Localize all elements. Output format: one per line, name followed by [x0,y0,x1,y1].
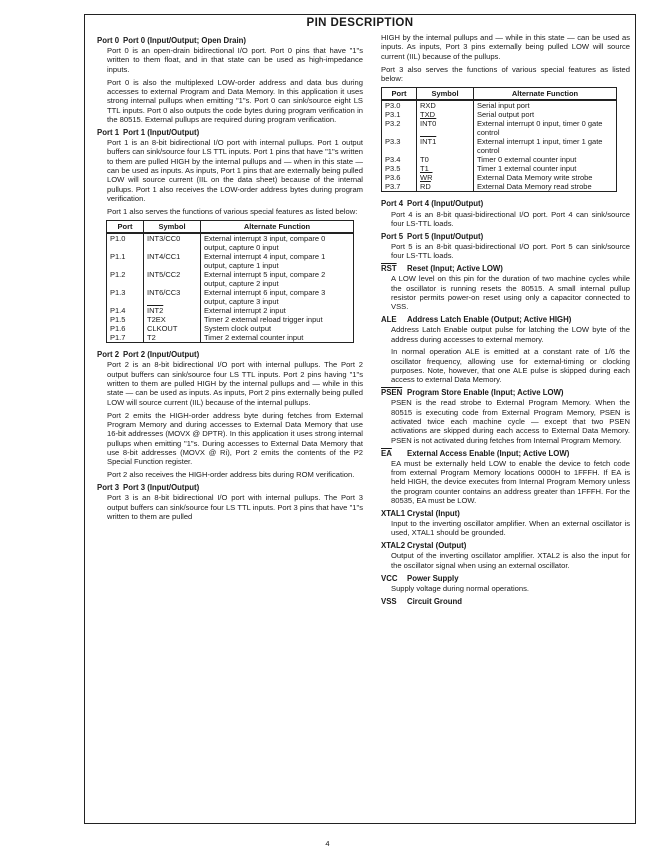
table-header: Alternate Function [474,88,617,101]
table-row: P3.2 INT0 External interrupt 0 input, timer 0 gate control [382,119,617,137]
table-row: P3.0 RXD Serial input port [382,100,617,110]
section-heading: Port 1 Port 1 (Input/Output) [97,127,200,137]
section-port1 [97,128,363,216]
section-port3 [97,483,363,521]
section-ale [381,315,630,385]
paragraph: Output of the inverting oscillator amplifier. XTAL2 is also the input for the oscillator signal when using an external oscillator. [391,551,630,570]
paragraph: Port 2 also receives the HIGH-order address bits during ROM verification. [107,470,355,480]
port3-function-table [381,87,617,192]
port1-function-table [106,220,354,343]
table-row: P1.6 CLKOUT System clock output [107,324,354,333]
paragraph: Input to the inverting oscillator amplifier. When an external oscillator is used, XTAL1 should be grounded. [391,519,630,538]
section-vcc [381,574,630,593]
section-vss [381,597,630,607]
table-header: Symbol [144,221,201,234]
section-xtal1 [381,509,630,538]
section-heading: Port 4 Port 4 (Input/Output) [381,199,484,209]
page-number: 4 [325,839,330,848]
table-row: P3.5 T1 Timer 1 external counter input [382,164,617,173]
table-row: P3.3 INT1 External interrupt 1 input, timer 1 gate control [382,137,617,155]
paragraph: Port 2 emits the HIGH-order address byte during fetches from External Program Memory and during accesses to External Data Memory that use 16-bit addresses (MOVX @ DPTR). In this application it uses strong internal pullups when emitting "1"s. During accesses to External Data Memory that use 8-bit addresses (MOVX @ Ri), Port 2 emits the contents of the P2 Special Function register. [107,410,363,467]
table-row: P1.4 INT2 External interrupt 2 input [107,306,354,315]
section-heading: Port 2 Port 2 (Input/Output) [97,350,200,360]
table-row: P1.1 INT4/CC1 External interrupt 4 input, compare 1 output, capture 1 input [107,252,354,270]
section-heading: VSS Circuit Ground [381,596,463,606]
table-row: P3.1 TXD Serial output port [382,110,617,119]
section-rst [381,264,630,311]
section-heading: XTAL2 Crystal (Output) [381,541,467,551]
section-heading: RST Reset (Input; Active LOW) [381,264,503,274]
paragraph: Port 5 is an 8-bit quasi-bidirectional I/O port. Port 5 can sink/source four LS-TTL loads. [391,241,630,261]
section-heading: PSEN Program Store Enable (Input; Active LOW) [381,388,564,398]
section-heading: Port 0 Port 0 (Input/Output; Open Drain) [97,36,247,45]
table-row: P3.7 $\overline{RD}$ External Data Memory read strobe [382,182,617,192]
section-heading: XTAL1 Crystal (Input) [381,508,460,518]
section-port2 [97,350,363,479]
section-heading: EA External Access Enable (Input; Active LOW) [381,448,570,458]
paragraph: PSEN is the read strobe to External Program Memory. When the 80515 is executing code from External Program Memory, PSEN is activated twice each machine cycle — except that two PSEN activations are skipped during each access to External Data Memory. PSEN is not activated during fetches from Internal Program Memory. [391,398,630,445]
table-row: P1.7 T2 Timer 2 external counter input [107,333,354,343]
paragraph: EA must be externally held LOW to enable the device to fetch code from external Program Memory locations 0000H to 1FFFH. If EA is held HIGH, the device executes from Internal Program Memory unless the program counter contains an address greater than 1FFFH. For the 80535, EA must be LOW. [391,458,630,506]
section-port4 [381,199,630,228]
section-port0 [97,36,363,124]
table-row: P1.0 INT3/CC0 External interrupt 3 input, compare 0 output, capture 0 input [107,233,354,252]
section-heading: ALE Address Latch Enable (Output; Active HIGH) [381,315,572,325]
paragraph: Port 1 is an 8-bit bidirectional I/O port with internal pullups. Port 1 output buffers can sink/source four LS TTL inputs. Port 1 pins that have "1"s written to them are pulled HIGH by the internal pullups and — when in this state — can be used as inputs. As inputs, Port 1 pins that are externally being pulled LOW will source current (IIL on the data sheet) because of the internal pullups. Port 1 also receives the LOW-order address bytes during program verification. [107,137,363,203]
section-psen [381,388,630,445]
table-row: P1.2 INT5/CC2 External interrupt 5 input, compare 2 output, capture 2 input [107,270,354,288]
section-ea [381,449,630,506]
paragraph: A LOW level on this pin for the duration of two machine cycles while the oscillator is running resets the 80515. A small internal pullup resistor permits power-on reset using only a capacitor connected to VSS. [391,274,630,312]
section-xtal2 [381,541,630,570]
paragraph: Port 3 is an 8-bit bidirectional I/O port with internal pullups. The Port 3 output buffers can sink/source four LS TTL inputs. Port 3 pins that have "1"s written to them are pulled [107,493,363,521]
left-column [97,33,363,525]
paragraph: HIGH by the internal pullups and — while in this state — can be used as inputs. As inputs, Port 3 pins externally being pulled LOW will source current (IIL) because of the pullups. [381,33,630,61]
section-heading: VCC Power Supply [381,573,459,583]
paragraph: Port 0 is also the multiplexed LOW-order address and data bus during accesses to external Program and Data Memory. In this application it uses strong internal pullups when emitting "1"s. Port 0 can sink/source eight LS TTL inputs. Port 0 also outputs the code bytes during program verification in the 80515. External pullups are required during program verification. [107,77,363,124]
table-header: Port [382,88,417,101]
paragraph: Address Latch Enable output pulse for latching the LOW byte of the address during accesses to external memory. [391,325,630,344]
paragraph: Supply voltage during normal operations. [391,583,530,593]
section-heading: Port 5 Port 5 (Input/Output) [381,231,484,241]
paragraph: Port 3 also serves the functions of various special features as listed below: [381,64,630,83]
section-port5 [381,232,630,261]
paragraph: In normal operation ALE is emitted at a constant rate of 1/6 the oscillator frequency, allowing use for external-timing or clocking purposes. Note, however, that one ALE pulse is skipped during each access to external Data Memory. [391,347,630,385]
table-row: P1.3 INT6/CC3 External interrupt 6 input, compare 3 output, capture 3 input [107,288,354,306]
table-row: P3.6 $\overline{WR}$ External Data Memory write strobe [382,173,617,182]
table-row: P3.4 T0 Timer 0 external counter input [382,155,617,164]
table-header: Alternate Function [201,221,354,234]
paragraph: Port 2 is an 8-bit bidirectional I/O port with internal pullups. The Port 2 output buffers can sink/source four LS TTL inputs. Port 2 pins having "1"s written to them are pulled HIGH by the internal pullups and — while in this state — can be used as inputs. As inputs, Port 2 pins externally being pulled LOW will source current (IIL) because of the internal pullups. [107,360,363,407]
table-header: Symbol [417,88,474,101]
paragraph: Port 1 also serves the functions of various special features as listed below: [107,206,358,216]
page-title: PIN DESCRIPTION [306,17,414,29]
section-heading: Port 3 Port 3 (Input/Output) [97,483,200,493]
right-column [381,33,630,607]
paragraph: Port 4 is an 8-bit quasi-bidirectional I/O port. Port 4 can sink/source four LS-TTL loads. [391,209,630,228]
table-row: P1.5 T2EX Timer 2 external reload trigger input [107,315,354,324]
paragraph: Port 0 is an open-drain bidirectional I/O port. Port 0 pins that have "1"s written to them float, and in that state can be used as high-impedance inputs. [107,46,363,74]
table-header: Port [107,221,144,234]
